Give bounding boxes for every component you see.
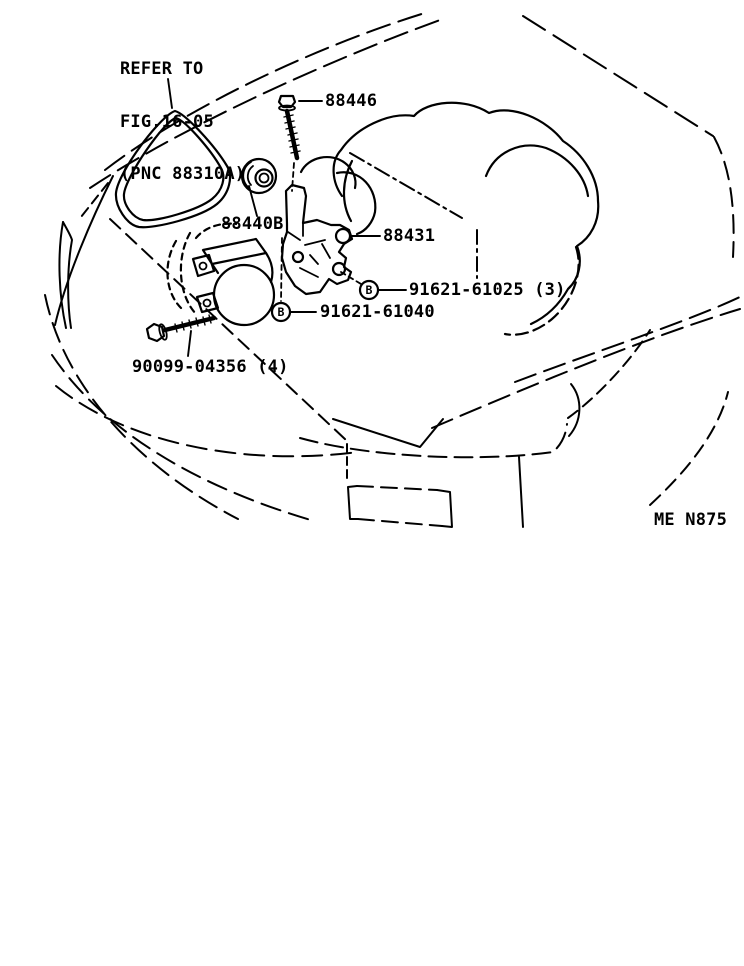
idler-pulley-88440b[interactable] — [242, 159, 276, 193]
bracket-88431[interactable] — [282, 185, 352, 294]
pump-assembly — [167, 224, 274, 325]
pump-top-lug — [203, 239, 266, 264]
right-body-line — [714, 137, 734, 257]
figure-code: ME N875 — [654, 510, 728, 530]
windshield-base-line-2 — [515, 296, 742, 382]
lower-vertical-line — [519, 457, 523, 527]
leader-90099 — [188, 331, 191, 356]
windshield-base-line-1 — [432, 309, 740, 428]
a-pillar-line — [523, 16, 713, 136]
pulley-hub-outer — [256, 170, 273, 187]
bracket-boss-left — [293, 252, 303, 262]
pump-left-ear — [193, 255, 214, 276]
pump-left-ear-hole — [200, 263, 207, 270]
bolt-90099-head — [147, 324, 164, 341]
part-label-88446[interactable]: 88446 — [325, 91, 378, 111]
reference-note-line-1: REFER TO — [120, 59, 204, 79]
bumper-curve-3 — [56, 386, 358, 456]
part-label-91621-61040[interactable]: 91621-61040 — [320, 302, 435, 322]
part-label-90099-04356[interactable]: 90099-04356 (4) — [132, 357, 289, 377]
pump-face — [214, 265, 274, 325]
left-trim-line-1 — [59, 222, 66, 328]
reference-note-line-3: (PNC 88310A) — [120, 164, 246, 184]
bracket-outline — [282, 185, 352, 294]
body-crease-diagonal — [110, 219, 346, 440]
bracket-boss-top — [336, 229, 350, 243]
bumper-curve-1 — [45, 295, 238, 519]
dashed-rectangle — [348, 486, 452, 527]
bracket-detail-lines — [288, 223, 330, 277]
bolt-88446-threads — [284, 115, 300, 153]
leader-88440b — [249, 186, 257, 216]
bumper-curve-2 — [52, 355, 314, 521]
engine-inner-right — [486, 146, 588, 196]
rect-bottom-dash — [358, 519, 442, 526]
rect-left-bracket — [348, 486, 358, 519]
bottom-right-arc — [650, 392, 728, 505]
bolt-88446[interactable] — [279, 96, 300, 158]
part-label-88440b[interactable]: 88440B — [221, 214, 284, 234]
nut-91621-61025-symbol[interactable] — [360, 281, 378, 299]
rect-right-bracket — [437, 490, 452, 527]
pump-hidden-arc-1 — [167, 241, 181, 308]
part-label-91621-61025[interactable]: 91621-61025 (3) — [409, 280, 566, 300]
connector-bracket-to-nut-61040 — [281, 238, 282, 301]
left-fender-line — [55, 176, 113, 325]
engine-centerline-1 — [350, 153, 462, 218]
nut-letter-61025: B — [365, 283, 373, 297]
part-label-88431[interactable]: 88431 — [383, 226, 436, 246]
reference-note — [120, 26, 245, 219]
bolt-90099-04356[interactable] — [147, 315, 214, 341]
reference-note-line-2: FIG.16-05 — [120, 111, 214, 132]
pulley-rib-arc-2 — [248, 166, 253, 185]
nut-91621-61040-symbol[interactable] — [272, 303, 290, 321]
nut-letter-61040: B — [277, 305, 285, 319]
fender-dash — [81, 183, 108, 217]
rect-top-dash — [357, 486, 437, 490]
subframe-v — [333, 419, 443, 447]
pump-hidden-arc-2 — [181, 233, 197, 315]
connector-bolt88446-to-bracket — [292, 163, 294, 191]
pump-bottom-ear-hole — [204, 300, 211, 307]
pulley-hub-inner — [260, 174, 269, 183]
